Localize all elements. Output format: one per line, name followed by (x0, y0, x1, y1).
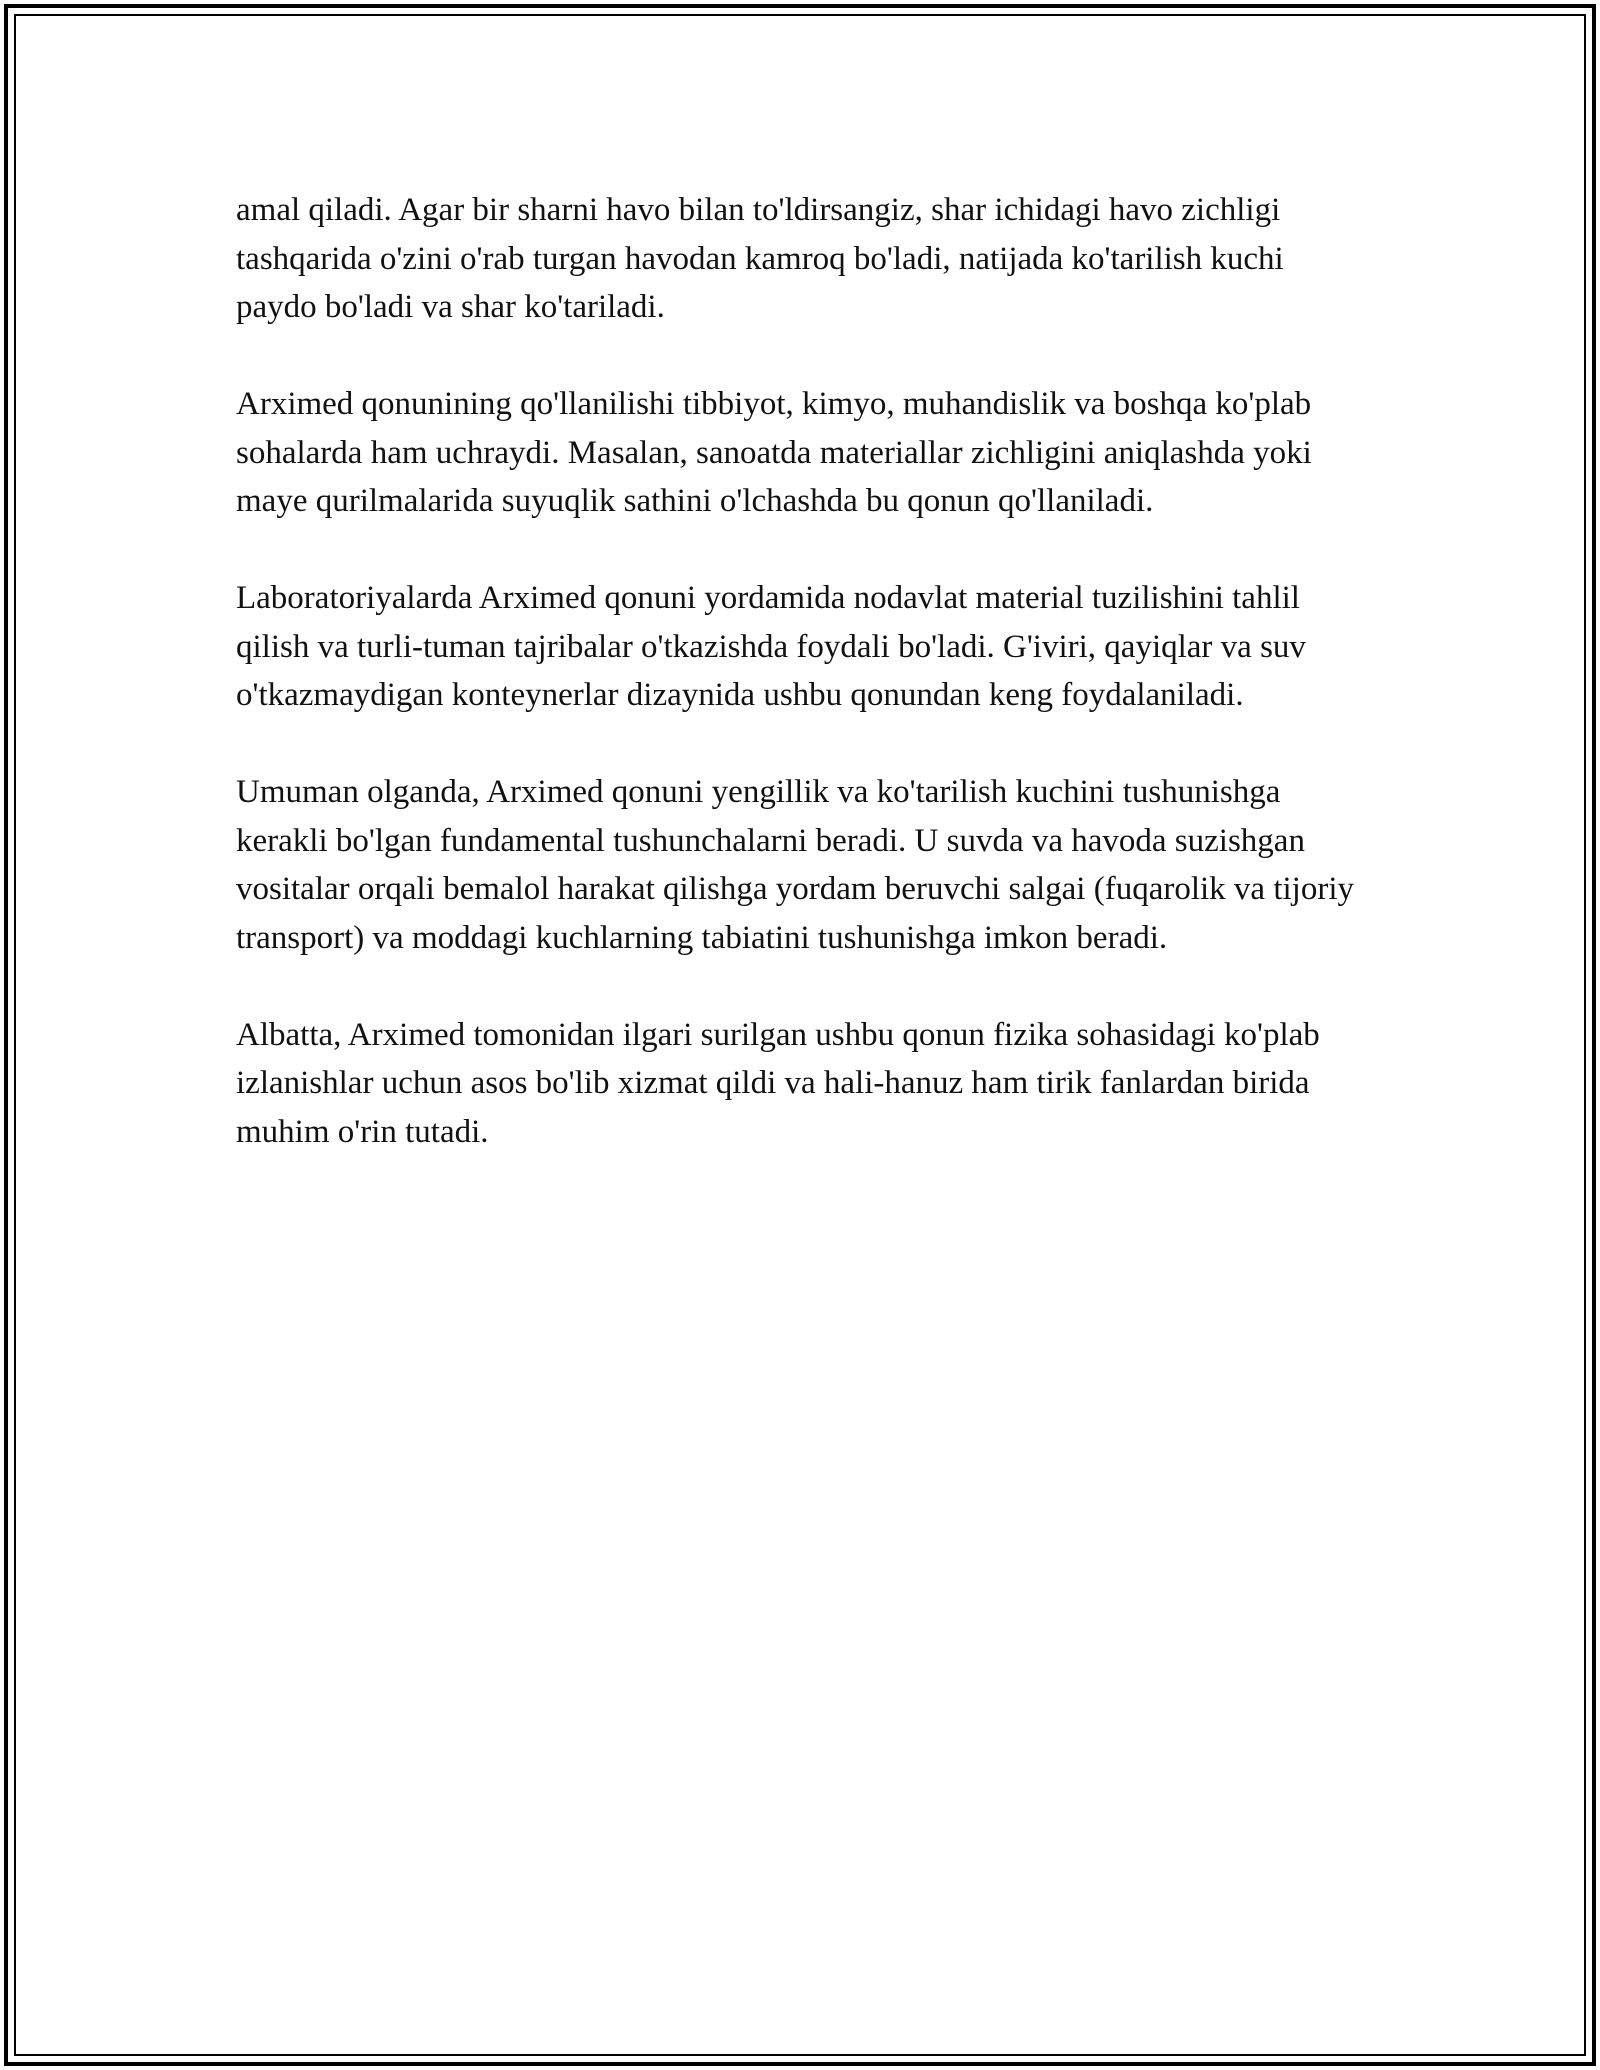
paragraph-4: Umuman olganda, Arximed qonuni yengillik va ko'tarilish kuchini tushunishga kerakli bo'lgan fundamental tushunchalarni beradi. U suvda va havoda suzishgan vositalar orqali bemalol harakat qilishga yordam beruvchi salgai (fuqarolik va tijoriy transport) va moddagi kuchlarning tabiatini tushunishga imkon beradi. (236, 774, 1354, 956)
paragraph-5: Albatta, Arximed tomonidan ilgari surilgan ushbu qonun fizika sohasidagi ko'plab izlanishlar uchun asos bo'lib xizmat qildi va hali-hanuz ham tirik fanlardan birida muhim o'rin tutadi. (236, 1016, 1320, 1150)
document-body (236, 186, 1366, 1205)
paragraph-1: amal qiladi. Agar bir sharni havo bilan to'ldirsangiz, shar ichidagi havo zichligi tashqarida o'zini o'rab turgan havodan kamroq bo'ladi, natijada ko'tarilish kuchi paydo bo'ladi va shar ko'tariladi. (236, 192, 1284, 325)
paragraph-2: Arximed qonunining qo'llanilishi tibbiyot, kimyo, muhandislik va boshqa ko'plab sohalarda ham uchraydi. Masalan, sanoatda materiallar zichligini aniqlashda yoki maye qurilmalarida suyuqlik sathini o'lchashda bu qonun qo'llaniladi. (236, 386, 1312, 519)
paragraph-3: Laboratoriyalarda Arximed qonuni yordamida nodavlat material tuzilishini tahlil qilish va turli-tuman tajribalar o'tkazishda foydali bo'ladi. G'iviri, qayiqlar va suv o'tkazmaydigan konteynerlar dizaynida ushbu qonundan keng foydalaniladi. (236, 580, 1306, 713)
